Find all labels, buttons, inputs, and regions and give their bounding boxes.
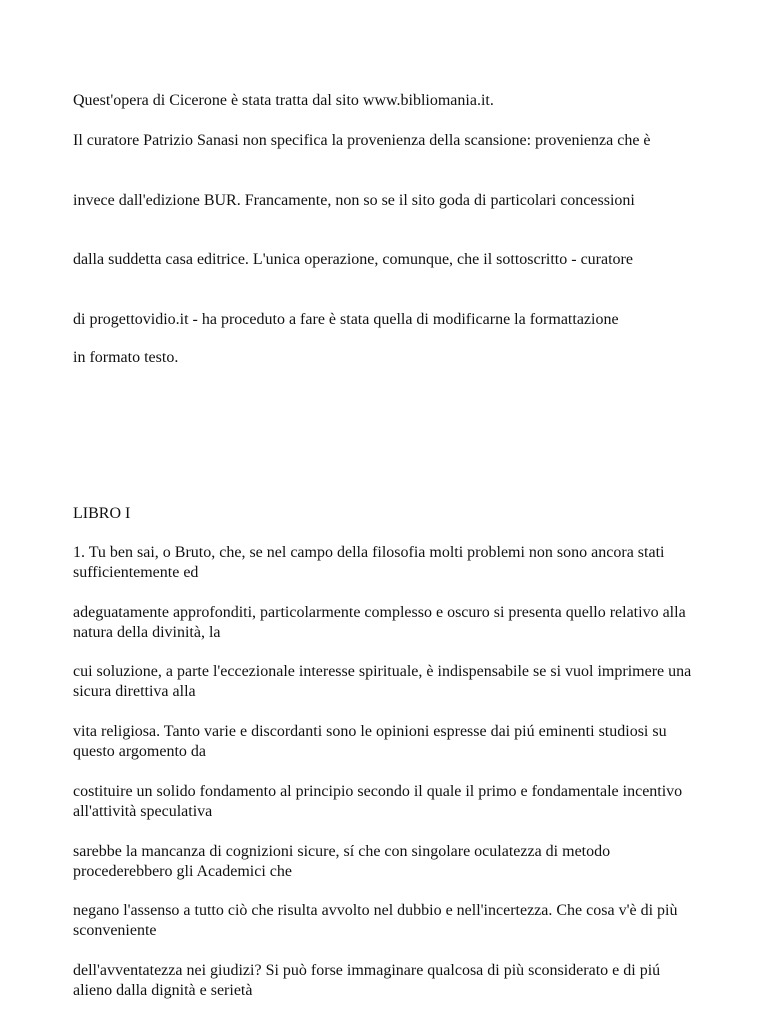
book-heading: LIBRO I	[73, 505, 131, 522]
paragraph-4: vita religiosa. Tanto varie e discordanti sono le opinioni espresse dai piú eminenti studiosi su questo argomento da	[73, 723, 667, 760]
paragraph-6: sarebbe la mancanza di cognizioni sicure, sí che con singolare oculatezza di metodo procederebbero gli Academici che	[73, 843, 611, 880]
intro-line-2: Il curatore Patrizio Sanasi non specifica la provenienza della scansione: provenienza che è	[73, 132, 651, 149]
intro-line-4: dalla suddetta casa editrice. L'unica operazione, comunque, che il sottoscritto - curatore	[73, 251, 633, 268]
paragraph-1: 1. Tu ben sai, o Bruto, che, se nel campo della filosofia molti problemi non sono ancora stati sufficientemente ed	[73, 544, 665, 581]
paragraph-8: dell'avventatezza nei giudizi? Si può forse immaginare qualcosa di più sconsiderato e di piú alieno dalla dignità e serietà	[73, 962, 661, 999]
paragraph-2: adeguatamente approfonditi, particolarmente complesso e oscuro si presenta quello relativo alla natura della divinità, la	[73, 604, 686, 641]
intro-line-1: Quest'opera di Cicerone è stata tratta dal sito www.bibliomania.it.	[73, 92, 494, 109]
paragraph-5: costituire un solido fondamento al principio secondo il quale il primo e fondamentale incentivo all'attività speculativa	[73, 783, 683, 820]
intro-line-3: invece dall'edizione BUR. Francamente, non so se il sito goda di particolari concessioni	[73, 192, 635, 209]
paragraph-3: cui soluzione, a parte l'eccezionale interesse spirituale, è indispensabile se si vuol imprimere una sicura direttiva alla	[73, 663, 692, 700]
intro-line-5: di progettovidio.it - ha proceduto a fare è stata quella di modificarne la formattazione	[73, 311, 619, 328]
intro-line-6: in formato testo.	[73, 349, 179, 366]
paragraph-7: negano l'assenso a tutto ciò che risulta avvolto nel dubbio e nell'incertezza. Che cosa v'è di più sconveniente	[73, 902, 678, 939]
